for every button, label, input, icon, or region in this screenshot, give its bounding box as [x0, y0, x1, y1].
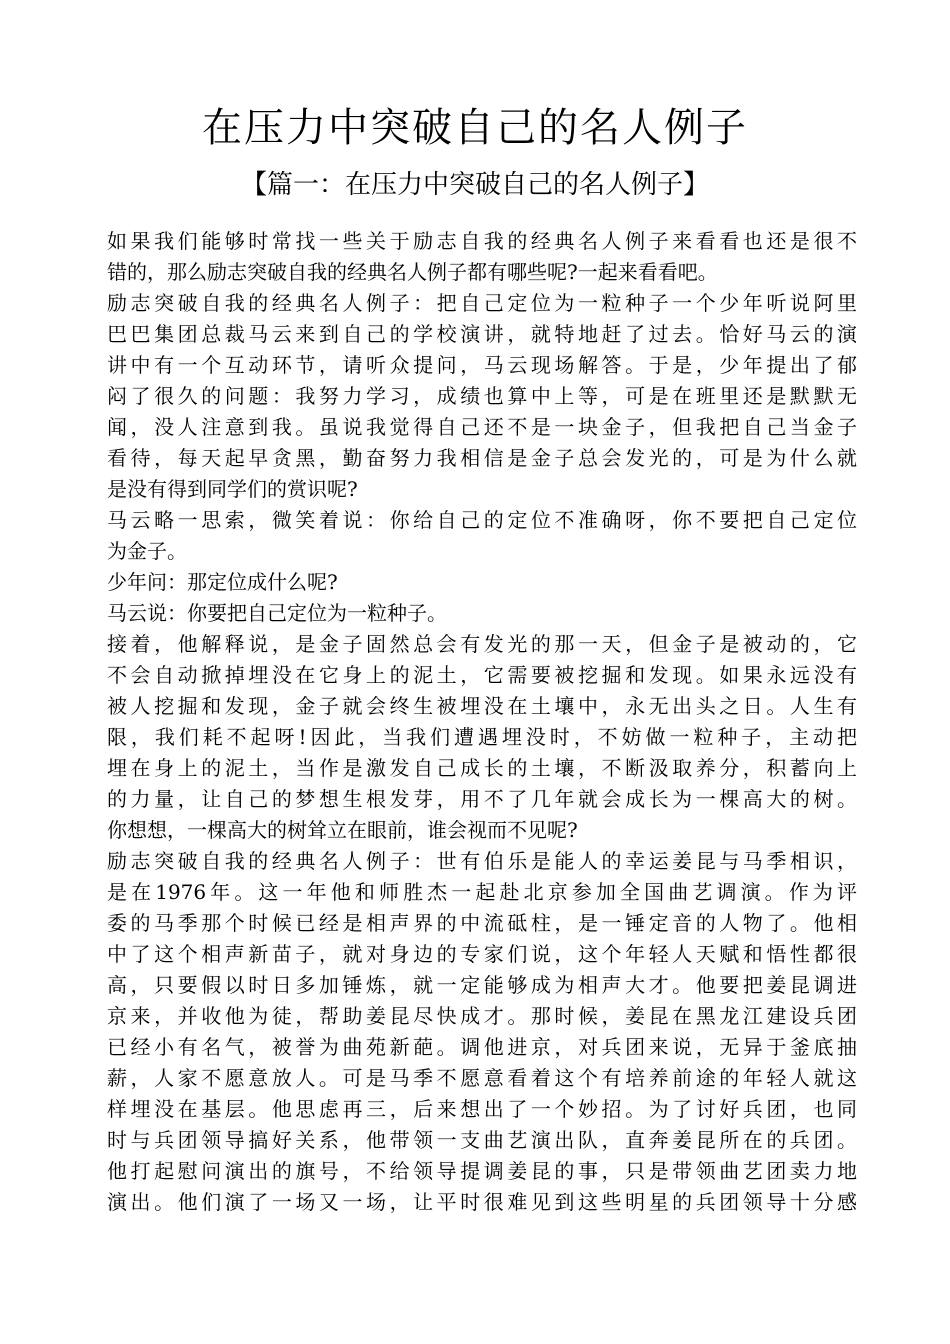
text-line: 时与兵团领导搞好关系，他带领一支曲艺演出队，直奔姜昆所在的兵团。 [107, 1128, 857, 1152]
text-line: 薪，人家不愿意放人。可是马季不愿意看着这个有培养前途的年轻人就这 [107, 1066, 857, 1090]
text-line: 不会自动掀掉埋没在它身上的泥土，它需要被挖掘和发现。如果永远没有 [107, 663, 857, 687]
text-line: 样埋没在基层。他思虑再三，后来想出了一个妙招。为了讨好兵团，也同 [107, 1097, 857, 1121]
text-line: 是没有得到同学们的赏识呢? [107, 477, 358, 501]
text-line: 少年问：那定位成什么呢? [107, 570, 338, 594]
text-line: 马云说：你要把自己定位为一粒种子。 [107, 601, 447, 625]
text-line: 闻，没人注意到我。虽说我觉得自己还不是一块金子，但我把自己当金子 [107, 415, 857, 439]
text-line: 的力量，让自己的梦想生根发芽，用不了几年就会成长为一棵高大的树。 [107, 787, 857, 811]
article-body [107, 226, 857, 1218]
text-line: 巴巴集团总裁马云来到自己的学校演讲，就特地赶了过去。恰好马云的演 [107, 322, 857, 346]
text-line: 为金子。 [107, 539, 187, 563]
text-line: 错的，那么励志突破自我的经典名人例子都有哪些呢?一起来看看吧。 [107, 260, 718, 284]
text-line: 中了这个相声新苗子，就对身边的专家们说，这个年轻人天赋和悟性都很 [107, 942, 857, 966]
text-line: 是在1976年。这一年他和师胜杰一起赴北京参加全国曲艺调演。作为评 [107, 880, 857, 904]
section-heading: 【篇一：在压力中突破自己的名人例子】 [240, 170, 709, 200]
text-line: 已经小有名气，被誉为曲苑新葩。调他进京，对兵团来说，无异于釜底抽 [107, 1035, 857, 1059]
text-line: 闷了很久的问题：我努力学习，成绩也算中上等，可是在班里还是默默无 [107, 384, 857, 408]
text-line: 马云略一思索，微笑着说：你给自己的定位不准确呀，你不要把自己定位 [107, 508, 857, 532]
text-line: 高，只要假以时日多加锤炼，就一定能够成为相声大才。他要把姜昆调进 [107, 973, 857, 997]
text-line: 接着，他解释说，是金子固然总会有发光的那一天，但金子是被动的，它 [107, 632, 857, 656]
text-line: 如果我们能够时常找一些关于励志自我的经典名人例子来看看也还是很不 [107, 229, 857, 253]
text-line: 看待，每天起早贪黑，勤奋努力我相信是金子总会发光的，可是为什么就 [107, 446, 857, 470]
text-line: 励志突破自我的经典名人例子：把自己定位为一粒种子一个少年听说阿里 [107, 291, 857, 315]
text-line: 他打起慰问演出的旗号，不给领导提调姜昆的事，只是带领曲艺团卖力地 [107, 1159, 857, 1183]
text-line: 演出。他们演了一场又一场，让平时很难见到这些明星的兵团领导十分感 [107, 1190, 857, 1214]
text-line: 讲中有一个互动环节，请听众提问，马云现场解答。于是，少年提出了郁 [107, 353, 857, 377]
text-line: 励志突破自我的经典名人例子：世有伯乐是能人的幸运姜昆与马季相识， [107, 849, 857, 873]
text-line: 委的马季那个时候已经是相声界的中流砥柱，是一锤定音的人物了。他相 [107, 911, 857, 935]
text-line: 京来，并收他为徒，帮助姜昆尽快成才。那时候，姜昆在黑龙江建设兵团 [107, 1004, 857, 1028]
text-line: 埋在身上的泥土，当作是激发自己成长的土壤，不断汲取养分，积蓄向上 [107, 756, 857, 780]
document-title: 在压力中突破自己的名人例子 [202, 105, 748, 151]
text-line: 你想想，一棵高大的树耸立在眼前，谁会视而不见呢? [107, 818, 578, 842]
text-line: 限，我们耗不起呀!因此，当我们遭遇埋没时，不妨做一粒种子，主动把 [107, 725, 857, 749]
text-line: 被人挖掘和发现，金子就会终生被埋没在土壤中，永无出头之日。人生有 [107, 694, 857, 718]
